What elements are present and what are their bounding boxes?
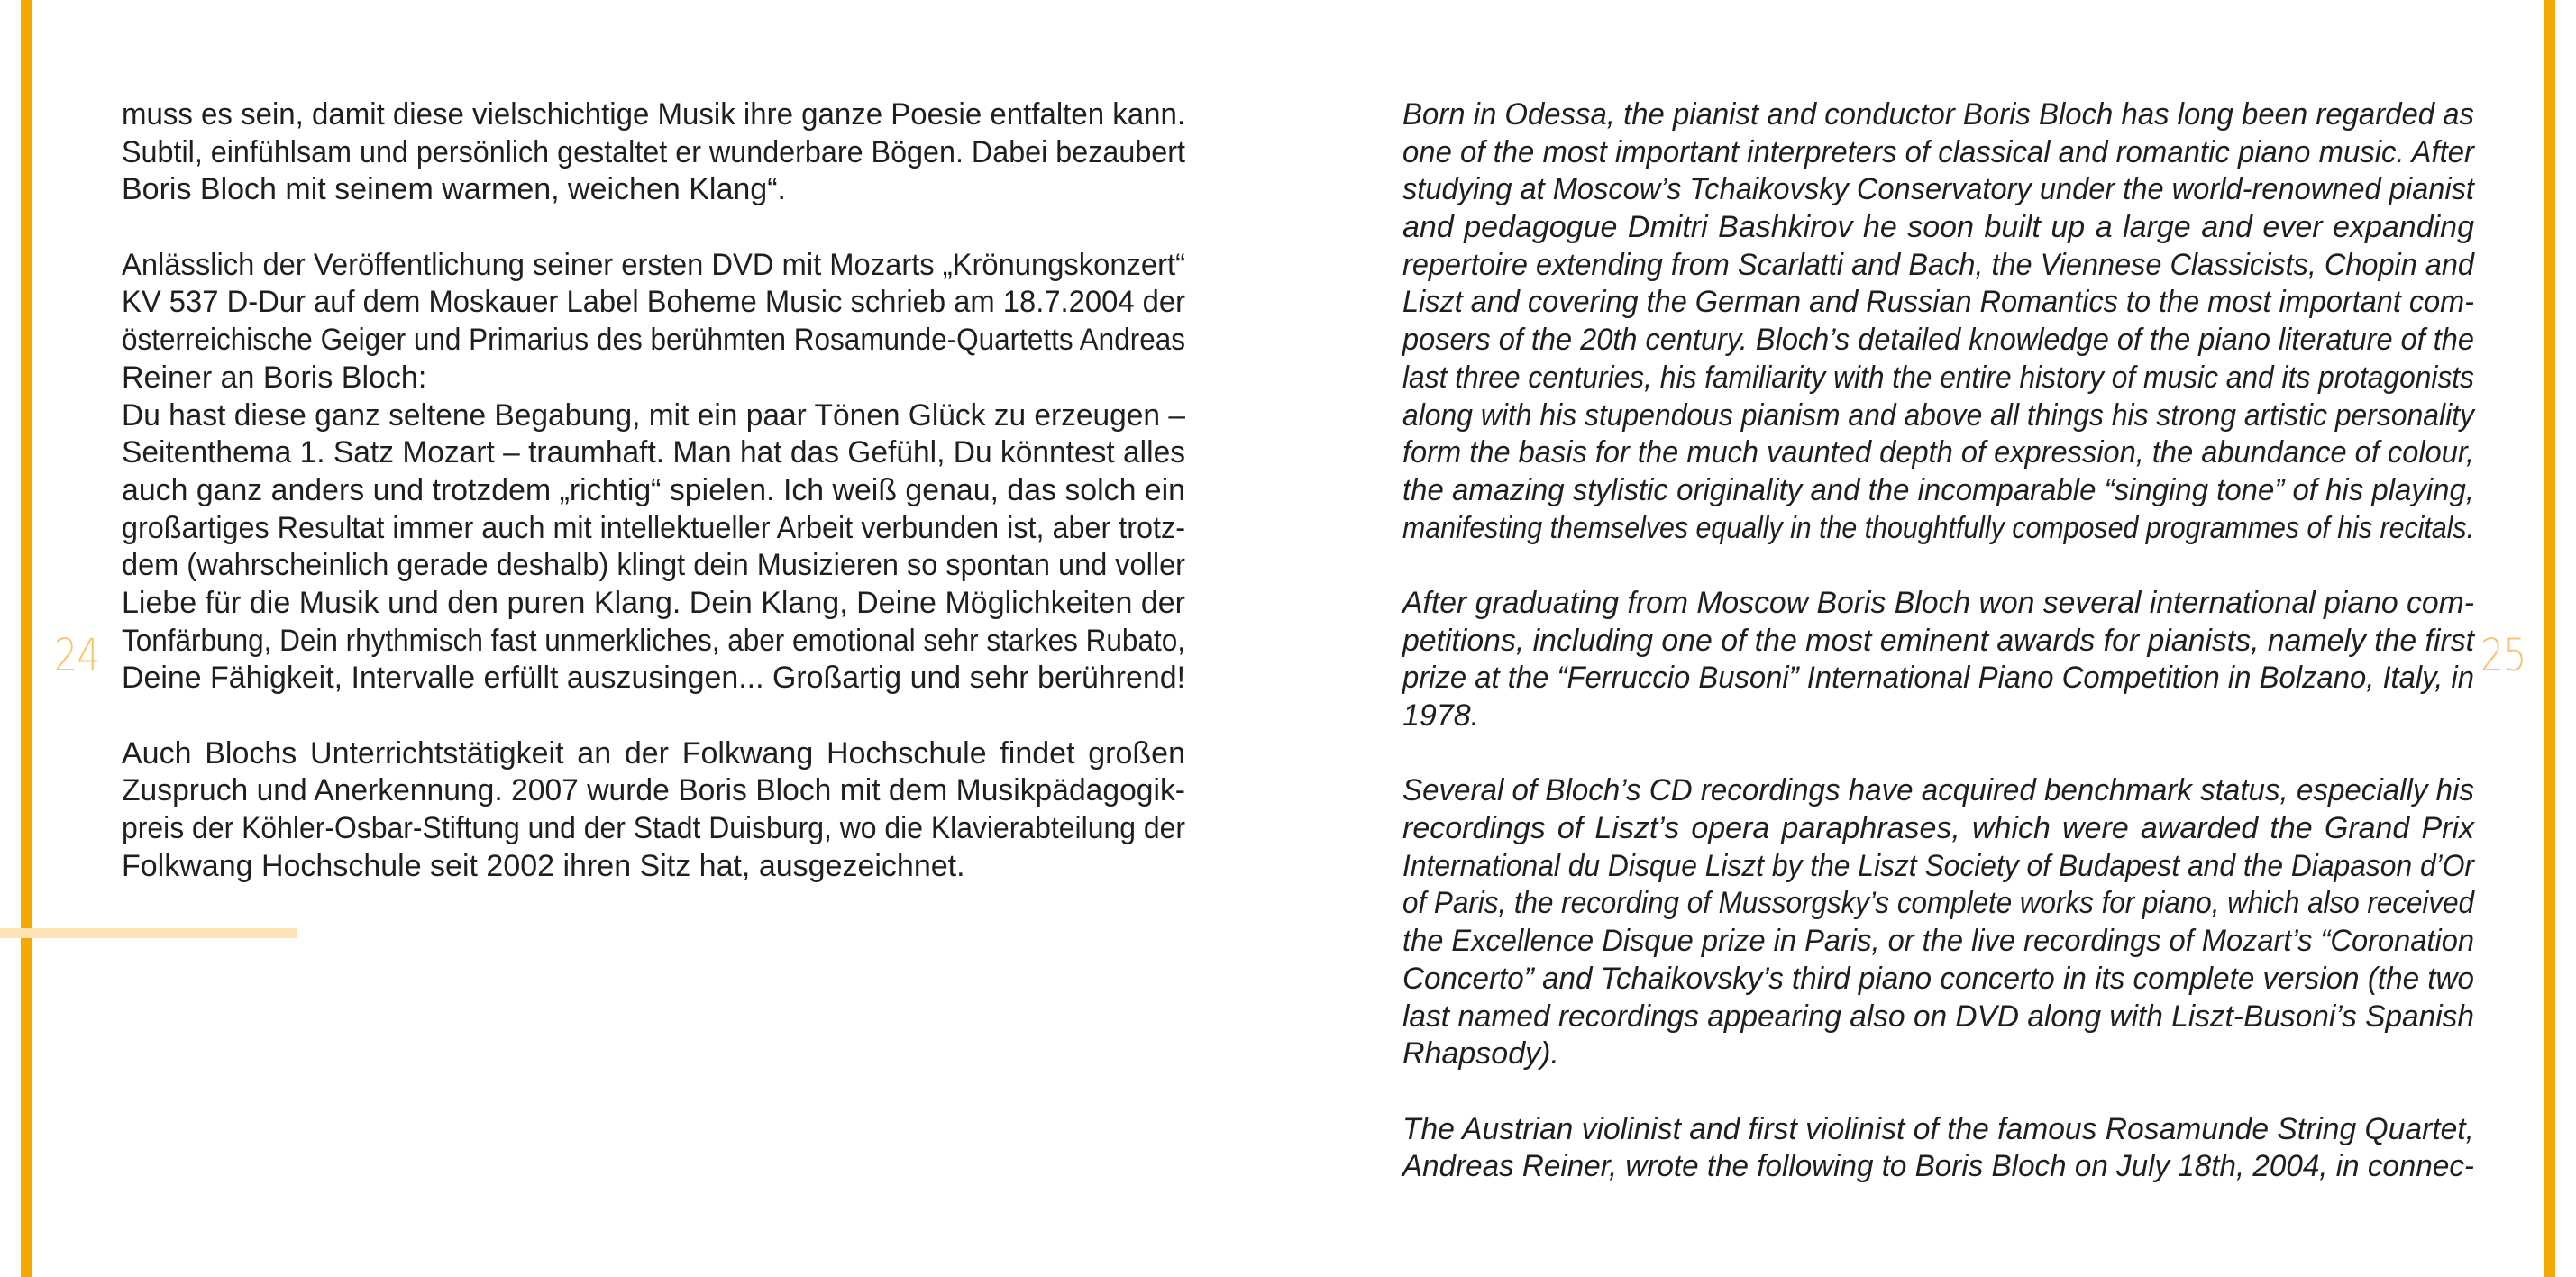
text-line: Concerto” and Tchaikovsky’s third piano concerto in its complete version (the two	[1402, 961, 2474, 996]
text-line: dem (wahrscheinlich gerade deshalb) klingt dein Musizieren so spontan und voller	[122, 548, 1185, 583]
text-line: Du hast diese ganz seltene Begabung, mit ein paar Tönen Glück zu erzeugen –	[122, 397, 1185, 433]
paragraph	[1402, 96, 2474, 547]
text-line: repertoire extending from Scarlatti and Bach, the Viennese Classicists, Chopin and	[1402, 247, 2474, 282]
text-line: Reiner an Boris Bloch:	[122, 360, 427, 395]
text-line: Several of Bloch’s CD recordings have acquired benchmark status, especially his	[1402, 773, 2474, 808]
text-line: along with his stupendous pianism and above all things his strong artistic personality	[1402, 397, 2474, 433]
paragraph	[122, 735, 1185, 886]
text-line: form the basis for the much vaunted depth of expression, the abundance of colour,	[1402, 435, 2474, 470]
text-line: last named recordings appearing also on DVD along with Liszt-Busoni’s Spanish	[1402, 999, 2474, 1034]
text-line: 1978.	[1402, 698, 1480, 733]
text-line: studying at Moscow’s Tchaikovsky Conservatory under the world-renowned pianist	[1402, 172, 2474, 207]
text-line: one of the most important interpreters of classical and romantic piano music. After	[1402, 134, 2474, 169]
text-line: Tonfärbung, Dein rhythmisch fast unmerkliches, aber emotional sehr starkes Rubato,	[122, 623, 1185, 658]
text-line: Subtil, einfühlsam und persönlich gestaltet er wunderbare Bögen. Dabei bezaubert	[122, 134, 1185, 169]
text-line: Andreas Reiner, wrote the following to Boris Bloch on July 18th, 2004, in connec-	[1402, 1149, 2474, 1184]
text-line: last three centuries, his familiarity with the entire history of music and its protagonists	[1402, 360, 2474, 395]
text-line: manifesting themselves equally in the thoughtfully composed programmes of his recitals.	[1402, 510, 2474, 545]
text-line: Anlässlich der Veröffentlichung seiner ersten DVD mit Mozarts „Krönungskonzert“	[122, 247, 1185, 282]
text-line: Seitenthema 1. Satz Mozart – traumhaft. Man hat das Gefühl, Du könntest alles	[122, 435, 1185, 470]
paragraph	[122, 96, 1185, 209]
text-line: posers of the 20th century. Bloch’s detailed knowledge of the piano literature of the	[1402, 323, 2474, 358]
paragraph	[122, 247, 1185, 698]
text-line: recordings of Liszt’s opera paraphrases, which were awarded the Grand Prix	[1402, 811, 2474, 846]
text-line: Zuspruch und Anerkennung. 2007 wurde Boris Bloch mit dem Musikpädagogik-	[122, 773, 1185, 808]
text-line: petitions, including one of the most eminent awards for pianists, namely the first	[1402, 623, 2474, 658]
text-line: auch ganz anders und trotzdem „richtig“ spielen. Ich weiß genau, das solch ein	[122, 472, 1185, 507]
text-line: Boris Bloch mit seinem warmen, weichen Klang“.	[122, 172, 786, 207]
text-line: muss es sein, damit diese vielschichtige Musik ihre ganze Poesie entfalten kann.	[122, 97, 1185, 132]
page-number-right: 25	[2480, 629, 2526, 681]
text-line: Born in Odessa, the pianist and conductor Boris Bloch has long been regarded as	[1402, 97, 2474, 132]
text-line: and pedagogue Dmitri Bashkirov he soon built up a large and ever expanding	[1402, 210, 2474, 245]
text-line: of Paris, the recording of Mussorgsky’s complete works for piano, which also received	[1402, 886, 2474, 921]
left-accent-bar	[21, 0, 32, 1277]
text-line: österreichische Geiger und Primarius des berühmten Rosamunde-Quartetts Andreas	[122, 323, 1185, 358]
text-line: the amazing stylistic originality and the incomparable “singing tone” of his playing,	[1402, 472, 2474, 507]
page-number-left: 24	[54, 629, 100, 681]
text-line: prize at the “Ferruccio Busoni” International Piano Competition in Bolzano, Italy, in	[1402, 661, 2474, 696]
right-accent-bar	[2544, 0, 2555, 1277]
text-line: Deine Fähigkeit, Intervalle erfüllt auszusingen... Großartig und sehr berührend!	[122, 661, 1185, 696]
text-line: Liszt and covering the German and Russian Romantics to the most important com-	[1402, 285, 2474, 320]
left-page-text	[122, 96, 1185, 885]
text-line: After graduating from Moscow Boris Bloch won several international piano com-	[1402, 585, 2474, 620]
right-page-text	[1402, 96, 2474, 1186]
text-line: The Austrian violinist and first violinist of the famous Rosamunde String Quartet,	[1402, 1111, 2474, 1146]
text-line: Rhapsody).	[1402, 1036, 1559, 1072]
text-line: the Excellence Disque prize in Paris, or the live recordings of Mozart’s “Coronation	[1402, 924, 2474, 959]
text-line: preis der Köhler-Osbar-Stiftung und der Stadt Duisburg, wo die Klavierabteilung der	[122, 811, 1185, 846]
horizontal-accent-bar	[0, 928, 297, 938]
text-line: International du Disque Liszt by the Liszt Society of Budapest and the Diapason d’Or	[1402, 848, 2474, 883]
text-line: Folkwang Hochschule seit 2002 ihren Sitz hat, ausgezeichnet.	[122, 848, 965, 883]
text-line: großartiges Resultat immer auch mit intellektueller Arbeit verbunden ist, aber trotz-	[122, 510, 1185, 545]
paragraph	[1402, 1111, 2474, 1186]
paragraph	[1402, 772, 2474, 1073]
text-line: KV 537 D-Dur auf dem Moskauer Label Boheme Music schrieb am 18.7.2004 der	[122, 285, 1185, 320]
text-line: Auch Blochs Unterrichtstätigkeit an der Folkwang Hochschule findet großen	[122, 735, 1185, 771]
text-line: Liebe für die Musik und den puren Klang. Dein Klang, Deine Möglichkeiten der	[122, 585, 1185, 620]
paragraph	[1402, 585, 2474, 735]
